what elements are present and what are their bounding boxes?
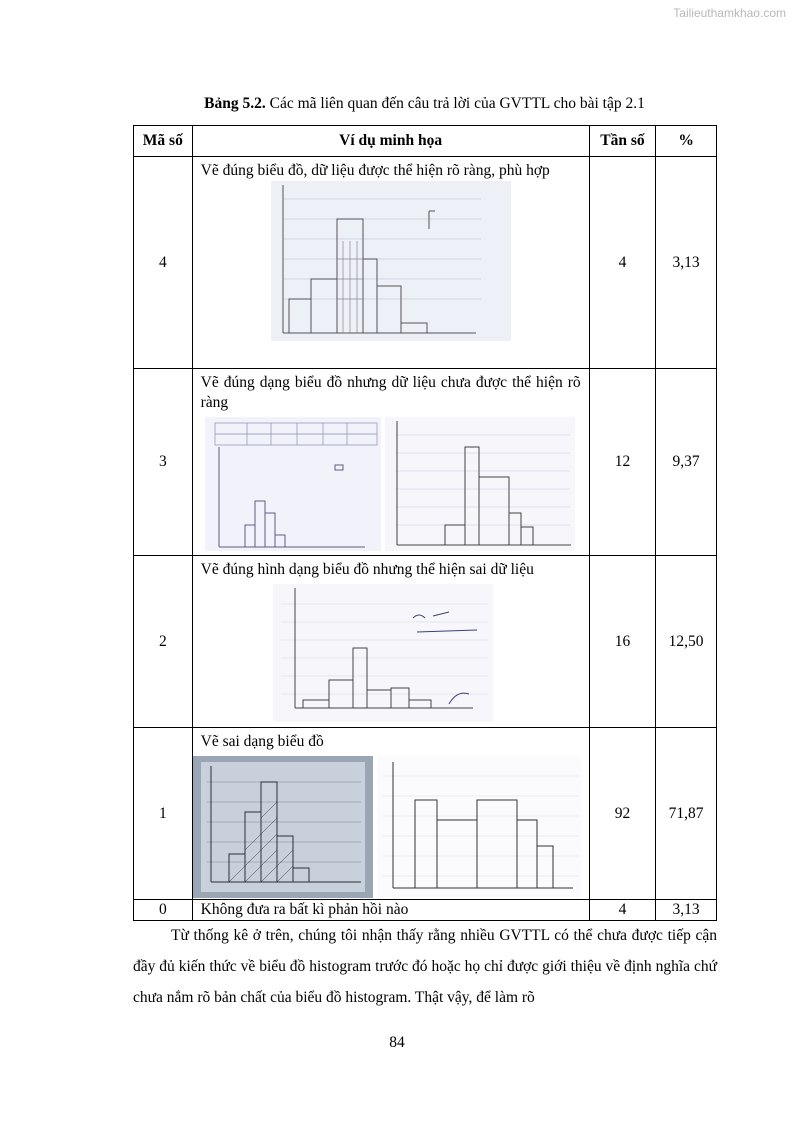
table-row [134, 369, 717, 556]
table-row [134, 728, 717, 900]
student-histogram-image [205, 417, 581, 551]
student-histogram-image [273, 584, 581, 722]
example-text: Vẽ đúng hình dạng biểu đồ nhưng thể hiện sai dữ liệu [200, 561, 534, 578]
example-text: Vẽ đúng biểu đồ, dữ liệu được thể hiện rõ ràng, phù hợp [200, 162, 550, 179]
header-percent: % [656, 126, 717, 157]
row-example [192, 157, 589, 369]
row-percent: 9,37 [656, 369, 717, 556]
row-code: 1 [134, 728, 193, 900]
row-frequency: 12 [589, 369, 656, 556]
row-example [192, 369, 589, 556]
caption-text: Các mã liên quan đến câu trả lời của GVTTL cho bài tập 2.1 [265, 95, 645, 112]
row-frequency: 4 [589, 157, 656, 369]
body-paragraph: Từ thống kê ở trên, chúng tôi nhận thấy rằng nhiều GVTTL có thể chưa được tiếp cận đầy đủ kiến thức về biểu đồ histogram trước đó hoặc họ chỉ được giới thiệu về định nghĩa chứ chưa nắm rõ bản chất của biểu đồ histogram. Thật vậy, để làm rõ [133, 927, 717, 1006]
row-percent: 3,13 [656, 900, 717, 921]
row-frequency: 4 [589, 900, 656, 921]
table-row [134, 556, 717, 728]
table-header-row [134, 126, 717, 157]
example-text: Vẽ đúng dạng biểu đồ nhưng dữ liệu chưa được thể hiện rõ ràng [200, 374, 581, 411]
row-percent: 12,50 [656, 556, 717, 728]
student-histogram-image [271, 181, 581, 341]
row-code: 3 [134, 369, 193, 556]
row-code: 2 [134, 556, 193, 728]
row-code: 0 [134, 900, 193, 921]
watermark: Tailieuthamkhao.com [673, 6, 786, 20]
page-number: 84 [389, 1034, 405, 1051]
student-histogram-image [193, 756, 581, 898]
table-caption [133, 95, 716, 113]
row-percent: 3,13 [656, 157, 717, 369]
row-frequency: 92 [589, 728, 656, 900]
row-example [192, 728, 589, 900]
header-example: Ví dụ minh họa [192, 126, 589, 157]
row-frequency: 16 [589, 556, 656, 728]
codes-table [133, 125, 717, 921]
row-code: 4 [134, 157, 193, 369]
table-row [134, 900, 717, 921]
table-row [134, 157, 717, 369]
example-text: Vẽ sai dạng biểu đồ [200, 733, 324, 750]
header-frequency: Tần số [589, 126, 656, 157]
caption-label: Bảng 5.2. [204, 95, 266, 112]
row-example: Không đưa ra bất kì phản hồi nào [192, 900, 589, 921]
row-percent: 71,87 [656, 728, 717, 900]
header-code: Mã số [134, 126, 193, 157]
row-example [192, 556, 589, 728]
